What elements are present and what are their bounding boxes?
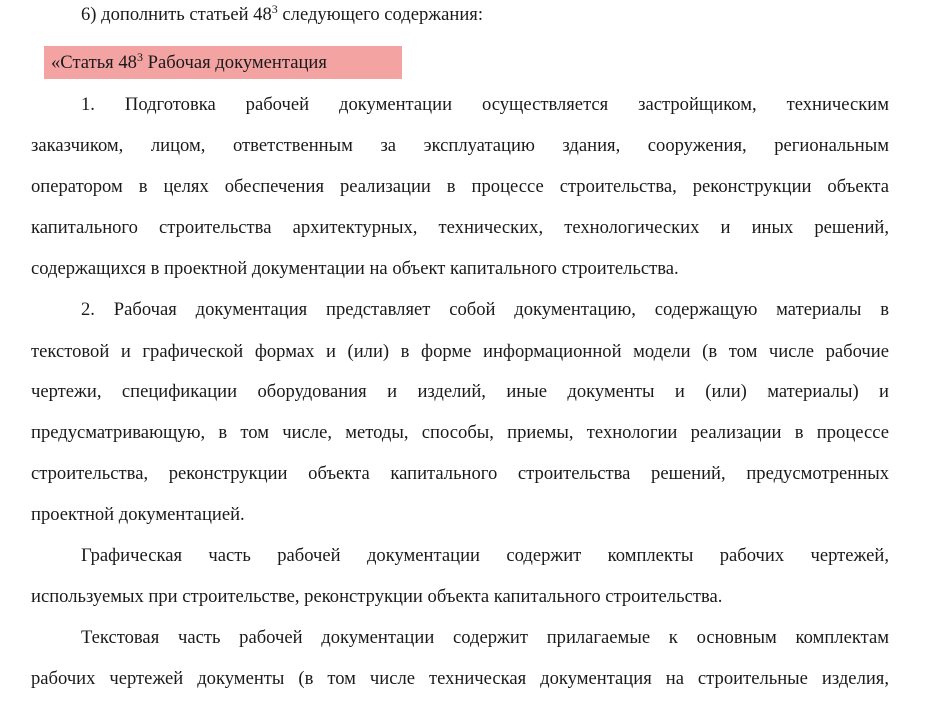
paragraph-1-line-1: 1. Подготовка рабочей документации осуществляется застройщиком, техническим	[81, 94, 889, 115]
amendment-intro-superscript: 3	[271, 2, 278, 16]
article-heading	[51, 51, 327, 75]
paragraph-2-line-2: текстовой и графической формах и (или) в форме информационной модели (в том числе рабочие	[31, 341, 889, 362]
amendment-intro	[81, 3, 483, 27]
paragraph-3-line-2: используемых при строительстве, реконструкции объекта капитального строительства.	[31, 586, 723, 607]
article-heading-title: Рабочая документация	[142, 52, 327, 73]
amendment-intro-text: 6) дополнить статьей 48	[81, 4, 272, 25]
paragraph-2-line-3: чертежи, спецификации оборудования и изделий, иные документы и (или) материалы) и	[31, 381, 889, 402]
paragraph-1-line-5: содержащихся в проектной документации на объект капитального строительства.	[31, 258, 679, 279]
paragraph-2-line-5: строительства, реконструкции объекта капитального строительства решений, предусмотренных	[31, 463, 889, 484]
paragraph-4-line-2: рабочих чертежей документы (в том числе техническая документация на строительные изделия,	[31, 668, 889, 689]
amendment-intro-text-end: следующего содержания:	[277, 4, 484, 25]
paragraph-3-line-1: Графическая часть рабочей документации содержит комплекты рабочих чертежей,	[81, 545, 889, 566]
paragraph-2-line-1: 2. Рабочая документация представляет собой документацию, содержащую материалы в	[81, 299, 889, 320]
paragraph-1-line-2: заказчиком, лицом, ответственным за эксплуатацию здания, сооружения, региональным	[31, 135, 889, 156]
paragraph-4-line-1: Текстовая часть рабочей документации содержит прилагаемые к основным комплектам	[81, 627, 889, 648]
article-heading-superscript: 3	[136, 50, 143, 64]
paragraph-1-line-3: оператором в целях обеспечения реализации в процессе строительства, реконструкции объекта	[31, 176, 889, 197]
paragraph-2-line-6: проектной документацией.	[31, 504, 245, 525]
paragraph-2-line-4: предусматривающую, в том числе, методы, способы, приемы, технологии реализации в процессе	[31, 422, 889, 443]
article-heading-text: «Статья 48	[51, 52, 137, 73]
paragraph-1-line-4: капитального строительства архитектурных, технических, технологических и иных решений,	[31, 217, 889, 238]
